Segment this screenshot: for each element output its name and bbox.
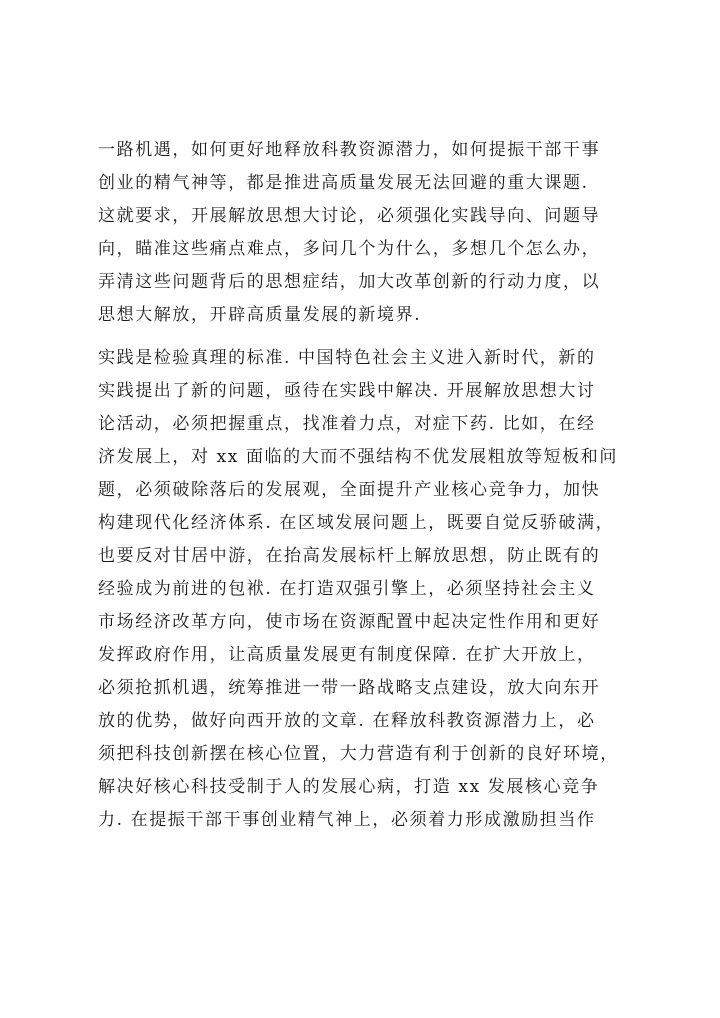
text-line: 也要反对甘居中游，在抬高发展标杆上解放思想，防止既有的 <box>98 546 601 566</box>
text-line: 实践是检验真理的标准. 中国特色社会主义进入新时代，新的 <box>98 348 596 368</box>
text-line: 向，瞄准这些痛点难点，多问几个为什么，多想几个怎么办， <box>98 239 601 259</box>
text-line: 实践提出了新的问题，亟待在实践中解决. 开展解放思想大讨 <box>98 381 596 401</box>
text-line: 放的优势，做好向西开放的文章. 在释放科教资源潜力上，必 <box>98 711 596 731</box>
text-line: 市场经济改革方向，使市场在资源配置中起决定性作用和更好 <box>98 612 601 632</box>
text-line: 解决好核心科技受制于人的发展心病，打造 xx 发展核心竞争 <box>98 777 600 797</box>
text-line: 经验成为前进的包袱. 在打造双强引擎上，必须坚持社会主义 <box>98 579 596 599</box>
text-line: 创业的精气神等，都是推进高质量发展无法回避的重大课题. <box>98 173 589 193</box>
text-line: 弄清这些问题背后的思想症结，加大改革创新的行动力度，以 <box>98 272 601 292</box>
text-line: 必须抢抓机遇，统筹推进一带一路战略支点建设，放大向东开 <box>98 678 601 698</box>
text-line: 一路机遇，如何更好地释放科教资源潜力，如何提振干部干事 <box>98 140 601 160</box>
text-line: 发挥政府作用，让高质量发展更有制度保障. 在扩大开放上， <box>98 645 596 665</box>
text-line: 力. 在提振干部干事创业精气神上，必须着力形成激励担当作 <box>98 810 596 830</box>
paragraph-1 <box>98 135 638 335</box>
text-line: 须把科技创新摆在核心位置，大力营造有利于创新的良好环境， <box>98 744 619 764</box>
text-line: 论活动，必须把握重点，找准着力点，对症下药. 比如，在经 <box>98 414 596 434</box>
text-line: 这就要求，开展解放思想大讨论，必须强化实践导向、问题导 <box>98 206 601 226</box>
text-line: 思想大解放，开辟高质量发展的新境界. <box>98 305 422 325</box>
text-line: 济发展上，对 xx 面临的大而不强结构不优发展粗放等短板和问 <box>98 447 618 467</box>
text-line: 构建现代化经济体系. 在区域发展问题上，既要自觉反骄破满， <box>98 513 615 533</box>
paragraph-2 <box>98 343 638 843</box>
text-line: 题，必须破除落后的发展观，全面提升产业核心竞争力，加快 <box>98 480 601 500</box>
